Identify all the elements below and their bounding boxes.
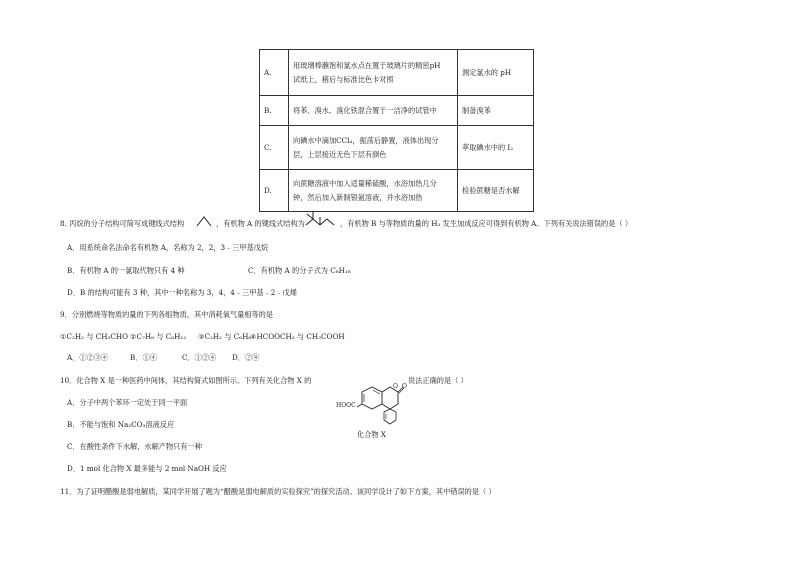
operation-line: 层，上层接近无色下层有颜色: [293, 149, 387, 159]
table-row: [260, 50, 534, 96]
row-operation: [289, 126, 458, 170]
table-row: [260, 170, 534, 212]
operation-line: 将苯、溴水、溴化铁混合置于一洁净的试管中: [293, 105, 437, 115]
q9-choice-d: D．②④: [232, 353, 260, 362]
q8-option-a: A．用系统命名法命名有机物 A，名称为 2，2，3﹣三甲基戊烷: [67, 243, 269, 252]
q8-option-c: C．有机物 A 的分子式为 C₈H₁₈: [248, 266, 351, 275]
q8-stem-part2: ，有机物 A 的键线式结构为: [216, 219, 305, 228]
compound-x-caption: 化合物 X: [357, 430, 386, 439]
row-purpose: 测定氯水的 pH: [458, 50, 534, 96]
q8-option-b: B．有机物 A 的一氯取代物只有 4 种: [67, 266, 185, 275]
q10-option-c: C．在酸性条件下水解，水解产物只有一种: [67, 442, 202, 451]
q8-stem-part1: 8. 丙烷的分子结构可简写成键线式结构: [60, 219, 185, 228]
q9-choice-c: C．①②④: [182, 353, 217, 362]
row-label: A.: [260, 50, 289, 96]
q9-pair-1: ①C₂H₂ 与 CH₃CHO: [60, 332, 129, 341]
q9-choice-b: B．①④: [130, 353, 157, 362]
propane-skeletal-structure: [195, 214, 213, 228]
row-operation: [289, 170, 458, 212]
operation-line: 向碘水中滴加CCl₄，振荡后静置，液体出现分: [293, 135, 439, 145]
q9-pair-2: ②C₇H₈ 与 C₆H₁₂: [130, 332, 187, 341]
q8-option-d: D．B 的结构可能有 3 种，其中一种名称为 3，4，4﹣三甲基﹣2﹣戊烯: [67, 288, 297, 297]
compound-a-skeletal-structure: [305, 208, 337, 228]
q9-pair-4: ④HCOOCH₃ 与 CH₃COOH: [250, 332, 345, 341]
q10-option-a: A．分子中两个苯环一定处于同一平面: [67, 398, 188, 407]
q8-stem-part3: ，有机物 B 与等物质的量的 H₂ 发生加成反应可得到有机物 A。下列有关说法错误的是（ ）: [340, 219, 633, 228]
row-operation: [289, 50, 458, 96]
q9-pair-3: ③C₂H₂ 与 C₆H₆: [198, 332, 252, 341]
row-operation: [289, 96, 458, 126]
row-purpose: 检验蔗糖是否水解: [458, 170, 534, 212]
q10-option-d: D．1 mol 化合物 X 最多能与 2 mol NaOH 反应: [67, 464, 227, 473]
row-label: C.: [260, 126, 289, 170]
q9-stem: 9．分别燃烧等物质的量的下列各组物质，其中消耗氧气量相等的是: [60, 310, 274, 319]
ring-oxygen-label: O: [393, 383, 398, 390]
q9-choice-a: A．①②③④: [67, 353, 109, 362]
table-row: [260, 126, 534, 170]
options-table: [259, 49, 534, 212]
row-purpose: 萃取碘水中的 I₂: [458, 126, 534, 170]
hooc-group-label: HOOC: [336, 402, 356, 409]
row-label: B.: [260, 96, 289, 126]
operation-line: 钟，然后加入新制银氨溶液，并水浴加热: [293, 192, 423, 202]
operation-line: 用玻璃棒蘸饱和氯水点在置于玻璃片的精密pH: [293, 60, 441, 70]
operation-line: 向蔗糖溶液中加入适量稀硫酸，水浴加热几分: [293, 178, 437, 188]
q10-stem-part2: 说法正确的是（ ）: [408, 376, 468, 385]
row-purpose: 制备溴苯: [458, 96, 534, 126]
q11-stem: 11．为了证明醋酸是弱电解质，某同学开展了题为“醋酸是弱电解质的实验探究”的探究活动。该同学设计了如下方案，其中错误的是（ ）: [60, 487, 496, 496]
q10-option-b: B．不能与饱和 Na₂CO₃溶液反应: [67, 420, 175, 429]
table-row: [260, 96, 534, 126]
q10-stem-part1: 10．化合物 X 是一种医药中间体，其结构简式如图所示。下列有关化合物 X 的: [60, 376, 312, 385]
operation-line: 试纸上，稍后与标准比色卡对照: [293, 74, 394, 84]
carbonyl-oxygen-label: O: [402, 383, 407, 390]
row-label: D.: [260, 170, 289, 212]
